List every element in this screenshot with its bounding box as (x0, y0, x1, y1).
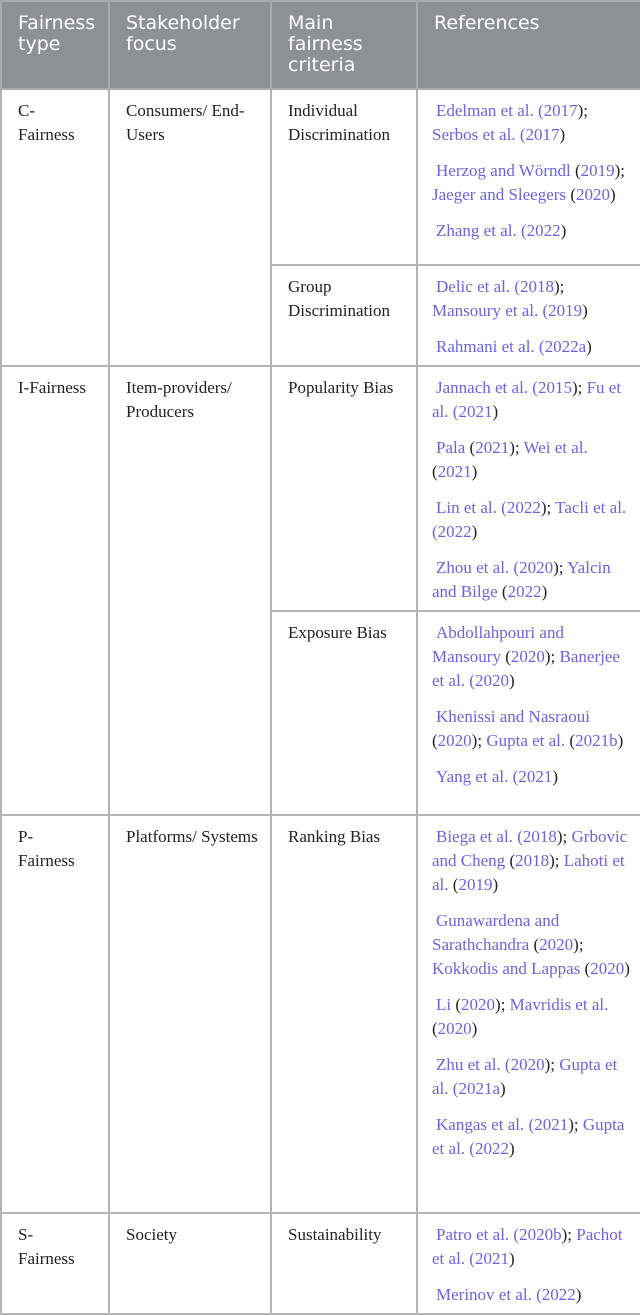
cell-fairness-type: C- Fairness (1, 89, 109, 366)
citation-link[interactable]: 2020 (575, 185, 610, 204)
citation-link[interactable]: Lahoti et al. (432, 851, 625, 894)
reference-entry (432, 275, 634, 323)
citation-punctuation: ); (573, 935, 584, 954)
citation-link[interactable]: Tacli et al. ( (432, 498, 627, 541)
cell-fairness-criteria: Exposure Bias (271, 611, 417, 815)
citation-punctuation: ); (568, 1115, 583, 1134)
reference-entry (432, 1283, 634, 1307)
cell-stakeholder-focus: Item-providers/ Producers (109, 366, 271, 815)
citation-link[interactable]: Wei et al. (523, 438, 588, 457)
citation-link[interactable]: 2021 (437, 462, 472, 481)
cell-stakeholder-focus: Platforms/ Systems (109, 815, 271, 1213)
cell-references (417, 611, 640, 815)
citation-punctuation: ); (495, 995, 510, 1014)
reference-entry (432, 1223, 634, 1271)
citation-link[interactable]: 2020 (437, 1019, 472, 1038)
header-row (1, 1, 640, 89)
citation-link[interactable]: 2021 (534, 1115, 569, 1134)
citation-punctuation: ( (566, 185, 576, 204)
reference-entry (432, 556, 634, 604)
citation-punctuation: ( (497, 582, 508, 601)
citation-link[interactable]: Zhu et al. ( (436, 1055, 511, 1074)
citation-punctuation: ) (499, 1079, 506, 1098)
citation-punctuation: ( (451, 995, 462, 1014)
citation-link[interactable]: Mansoury et al. ( (432, 301, 549, 320)
citation-link[interactable]: 2022 (507, 582, 542, 601)
citation-link[interactable]: 2015 (537, 378, 572, 397)
header-fairness-type: Fairness type (1, 1, 109, 89)
citation-link[interactable]: Jaeger and Sleegers (432, 185, 567, 204)
cell-references (417, 815, 640, 1213)
citation-punctuation: ) (552, 767, 558, 786)
table-row (1, 1213, 640, 1314)
table-row (1, 89, 640, 265)
citation-punctuation: ( (448, 875, 459, 894)
citation-link[interactable]: 2018 (515, 851, 550, 870)
header-stakeholder-focus: Stakeholder focus (109, 1, 271, 89)
citation-link[interactable]: Pachot et al. ( (432, 1225, 623, 1268)
cell-fairness-criteria: Group Discrimination (271, 265, 417, 366)
citation-link[interactable]: Kangas et al. ( (436, 1115, 535, 1134)
citation-link[interactable]: Mavridis et al. (509, 995, 609, 1014)
citation-link[interactable]: 2018 (520, 277, 555, 296)
reference-entry (432, 335, 634, 359)
citation-link[interactable]: 2021a (458, 1079, 500, 1098)
citation-punctuation: ) (471, 462, 478, 481)
citation-link[interactable]: Delic et al. ( (436, 277, 521, 296)
citation-link[interactable]: 2020 (461, 995, 496, 1014)
citation-link[interactable]: Banerjee et al. ( (432, 647, 620, 690)
citation-link[interactable]: 2020 (437, 731, 472, 750)
citation-punctuation: ) (471, 522, 478, 541)
citation-punctuation: ( (570, 161, 581, 180)
cell-fairness-type: S- Fairness (1, 1213, 109, 1314)
citation-link[interactable]: 2020 (510, 1055, 545, 1074)
citation-punctuation: ); (540, 498, 556, 517)
citation-link[interactable]: 2019 (580, 161, 615, 180)
reference-entry (432, 1113, 634, 1161)
table-body (1, 89, 640, 1314)
citation-link[interactable]: Merinov et al. ( (436, 1285, 542, 1304)
citation-punctuation: ) (492, 875, 499, 894)
citation-link[interactable]: 2021 (475, 438, 510, 457)
citation-link[interactable]: Edelman et al. ( (436, 101, 544, 120)
citation-link[interactable]: Kokkodis and Lappas (432, 959, 581, 978)
citation-link[interactable]: 2019 (548, 301, 583, 320)
citation-link[interactable]: Rahmani et al. ( (436, 337, 545, 356)
citation-punctuation: ); (544, 1055, 560, 1074)
citation-punctuation: ( (580, 959, 591, 978)
citation-punctuation: ( (432, 1019, 438, 1038)
citation-link[interactable]: 2022 (474, 1139, 509, 1158)
citation-punctuation: ( (565, 731, 576, 750)
citation-link[interactable]: 2021b (575, 731, 618, 750)
citation-punctuation: ) (508, 1139, 515, 1158)
citation-punctuation: ) (617, 731, 624, 750)
citation-punctuation: ); (614, 161, 626, 180)
citation-link[interactable]: Zhang et al. ( (436, 221, 527, 240)
citation-punctuation: ) (471, 1019, 478, 1038)
cell-stakeholder-focus: Consumers/ End-Users (109, 89, 271, 366)
citation-link[interactable]: Yang et al. ( (436, 767, 519, 786)
citation-link[interactable]: Lin et al. ( (436, 498, 507, 517)
reference-entry (432, 99, 634, 147)
citation-link[interactable]: Biega et al. ( (436, 827, 523, 846)
citation-link[interactable]: 2020 (510, 647, 545, 666)
cell-fairness-type: P- Fairness (1, 815, 109, 1213)
citation-link[interactable]: 2021 (474, 1249, 509, 1268)
citation-link[interactable]: Jannach et al. ( (436, 378, 538, 397)
cell-references (417, 265, 640, 366)
citation-link[interactable]: Khenissi and Nasraoui (436, 707, 590, 726)
citation-punctuation: ) (575, 1285, 582, 1304)
cell-fairness-type: I-Fairness (1, 366, 109, 815)
reference-entry (432, 993, 634, 1041)
citation-link[interactable]: 2022 (526, 221, 561, 240)
citation-punctuation: ); (553, 558, 568, 577)
citation-punctuation: ); (544, 647, 560, 666)
citation-link[interactable]: Grbovic and Cheng (432, 827, 628, 870)
citation-link[interactable]: 2020 (590, 959, 625, 978)
citation-punctuation: ) (541, 582, 548, 601)
citation-punctuation: ) (508, 671, 515, 690)
reference-entry (432, 376, 634, 424)
citation-link[interactable]: Gunawardena and Sarathchandra (432, 911, 560, 954)
citation-punctuation: ) (492, 402, 499, 421)
reference-entry (432, 159, 634, 207)
citation-punctuation: ( (465, 438, 476, 457)
citation-link[interactable]: Herzog and Wörndl (436, 161, 571, 180)
citation-punctuation: ) (609, 185, 616, 204)
citation-link[interactable]: 2022a (544, 337, 587, 356)
citation-link[interactable]: 2021 (458, 402, 493, 421)
citation-punctuation: ); (577, 101, 589, 120)
cell-references (417, 89, 640, 265)
reference-entry (432, 496, 634, 544)
citation-link[interactable]: 2017 (543, 101, 578, 120)
reference-entry (432, 436, 634, 484)
cell-stakeholder-focus: Society (109, 1213, 271, 1314)
header-references: References (417, 1, 640, 89)
citation-punctuation: ); (471, 731, 487, 750)
citation-punctuation: ) (508, 1249, 515, 1268)
citation-link[interactable]: Patro et al. ( (436, 1225, 520, 1244)
citation-link[interactable]: Zhou et al. ( (436, 558, 520, 577)
citation-punctuation: ) (560, 221, 567, 240)
citation-link[interactable]: 2020 (519, 558, 554, 577)
citation-link[interactable]: Fu et al. ( (432, 378, 622, 421)
citation-link[interactable]: 2022 (506, 498, 541, 517)
table-row (1, 815, 640, 1213)
citation-link[interactable]: Yalcin and Bilge (432, 558, 611, 601)
citation-link[interactable]: 2021 (518, 767, 553, 786)
citation-punctuation: ); (571, 378, 587, 397)
citation-link[interactable]: Gupta et al. (486, 731, 566, 750)
table-header (1, 1, 640, 89)
reference-entry (432, 1053, 634, 1101)
reference-entry (432, 765, 634, 789)
reference-entry (432, 621, 634, 693)
reference-entry (432, 909, 634, 981)
citation-link[interactable]: 2022 (541, 1285, 576, 1304)
citation-link[interactable]: Li (436, 995, 452, 1014)
cell-references (417, 366, 640, 611)
citation-link[interactable]: 2019 (458, 875, 493, 894)
citation-punctuation: ); (554, 277, 565, 296)
citation-link[interactable]: 2022 (437, 522, 472, 541)
citation-punctuation: ) (586, 337, 592, 356)
citation-link[interactable]: Pala (436, 438, 466, 457)
cell-fairness-criteria: Popularity Bias (271, 366, 417, 611)
citation-link[interactable]: Gupta et al. ( (432, 1055, 618, 1098)
reference-entry (432, 705, 634, 753)
citation-punctuation: ( (529, 935, 540, 954)
reference-entry (432, 825, 634, 897)
table-row (1, 366, 640, 611)
citation-punctuation: ); (556, 827, 572, 846)
citation-punctuation: ( (432, 731, 438, 750)
citation-link[interactable]: Gupta et al. ( (432, 1115, 625, 1158)
citation-punctuation: ) (582, 301, 588, 320)
citation-link[interactable]: 2020 (474, 671, 509, 690)
cell-fairness-criteria: Ranking Bias (271, 815, 417, 1213)
citation-link[interactable]: 2020 (539, 935, 574, 954)
citation-punctuation: ( (500, 647, 511, 666)
citation-punctuation: ) (624, 959, 630, 978)
citation-punctuation: ( (432, 462, 438, 481)
citation-link[interactable]: 2017 (525, 125, 560, 144)
citation-punctuation: ) (559, 125, 566, 144)
citation-punctuation: ); (549, 851, 564, 870)
citation-link[interactable]: 2020b (519, 1225, 562, 1244)
header-main-fairness-criteria: Main fairness criteria (271, 1, 417, 89)
citation-punctuation: ); (509, 438, 524, 457)
citation-link[interactable]: Abdollahpouri and Mansoury (432, 623, 564, 666)
citation-punctuation: ); (561, 1225, 577, 1244)
reference-entry (432, 219, 634, 243)
citation-link[interactable]: Serbos et al. ( (432, 125, 526, 144)
citation-punctuation: ( (505, 851, 516, 870)
cell-fairness-criteria: Individual Discrimination (271, 89, 417, 265)
cell-fairness-criteria: Sustainability (271, 1213, 417, 1314)
cell-references (417, 1213, 640, 1314)
citation-link[interactable]: 2018 (522, 827, 557, 846)
